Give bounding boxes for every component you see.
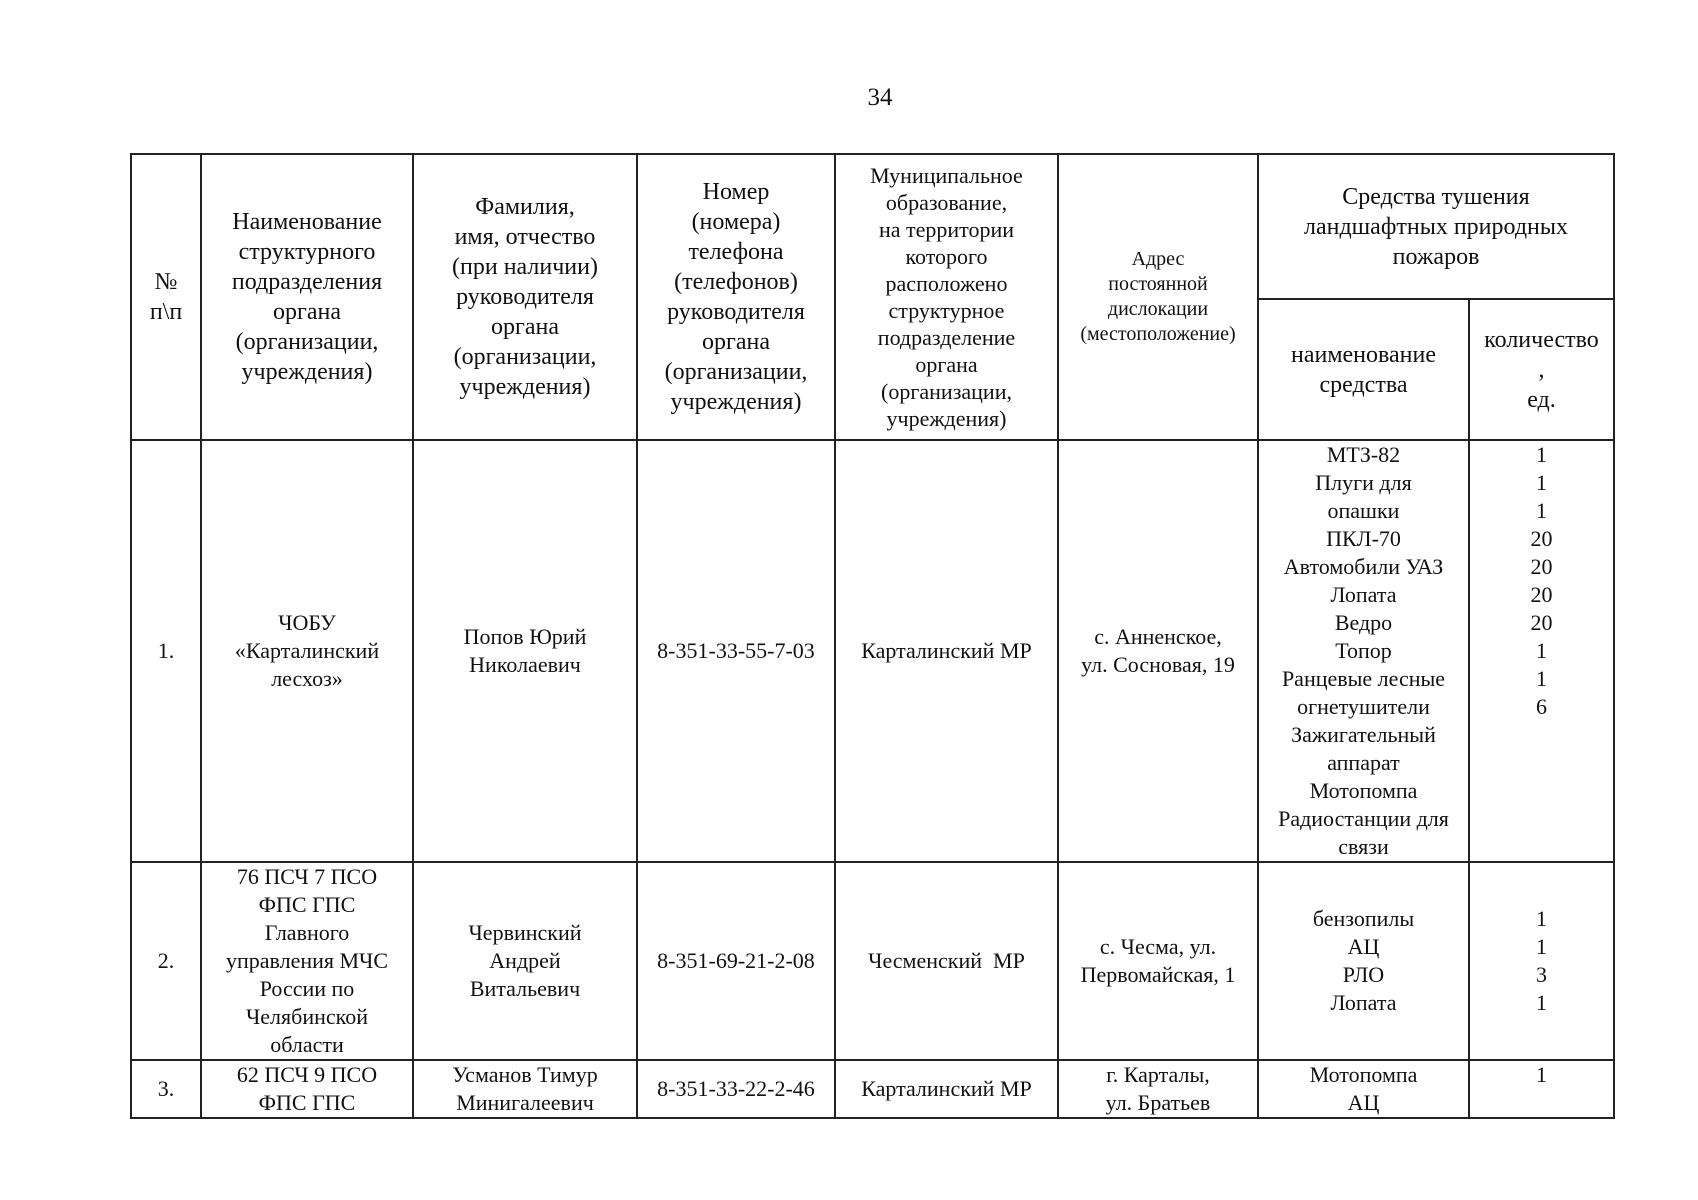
address-cell: с. Чесма, ул. Первомайская, 1 [1058,862,1258,1060]
row-number: 1. [131,440,201,862]
address-cell: г. Карталы, ул. Братьев [1058,1060,1258,1118]
municipality-cell: Карталинский МР [835,1060,1058,1118]
header-unit-name: Наименование структурного подразделения органа (организации, учреждения) [201,154,413,440]
qty-list-cell: 1 [1469,1060,1614,1118]
means-list-cell: МТЗ-82 Плуги для опашки ПКЛ-70 Автомобили УАЗ Лопата Ведро Топор Ранцевые лесные огнетушители Зажигательный аппарат Мотопомпа Радиостанции для связи [1258,440,1469,862]
unit-name-cell: 62 ПСЧ 9 ПСО ФПС ГПС [201,1060,413,1118]
row-number: 3. [131,1060,201,1118]
header-number: № п\п [131,154,201,440]
unit-name-cell: ЧОБУ «Карталинский лесхоз» [201,440,413,862]
qty-list-cell: 1 1 1 20 20 20 20 1 1 6 [1469,440,1614,862]
header-means-name: наименование средства [1258,299,1469,440]
header-address: Адрес постоянной дислокации (местоположение) [1058,154,1258,440]
head-name-cell: Попов Юрий Николаевич [413,440,637,862]
head-name-cell: Усманов Тимур Минигалеевич [413,1060,637,1118]
address-cell: с. Анненское, ул. Сосновая, 19 [1058,440,1258,862]
head-name-cell: Червинский Андрей Витальевич [413,862,637,1060]
header-municipality: Муниципальное образование, на территории которого расположено структурное подразделение органа (организации, учреждения) [835,154,1058,440]
row-number: 2. [131,862,201,1060]
unit-name-cell: 76 ПСЧ 7 ПСО ФПС ГПС Главного управления МЧС России по Челябинской области [201,862,413,1060]
header-row-1 [131,154,1614,299]
means-list-cell: Мотопомпа АЦ [1258,1060,1469,1118]
table-row [131,440,1614,862]
header-head-name: Фамилия, имя, отчество (при наличии) руководителя органа (организации, учреждения) [413,154,637,440]
means-list-cell: бензопилы АЦ РЛО Лопата [1258,862,1469,1060]
table-row [131,1060,1614,1118]
header-means-group: Средства тушения ландшафтных природных пожаров [1258,154,1614,299]
phone-cell: 8-351-69-21-2-08 [637,862,835,1060]
municipality-cell: Карталинский МР [835,440,1058,862]
page-number: 34 [867,84,893,111]
municipality-cell: Чесменский МР [835,862,1058,1060]
phone-cell: 8-351-33-22-2-46 [637,1060,835,1118]
header-phone: Номер (номера) телефона (телефонов) руководителя органа (организации, учреждения) [637,154,835,440]
table-row [131,862,1614,1060]
qty-list-cell: 1 1 3 1 [1469,862,1614,1060]
phone-cell: 8-351-33-55-7-03 [637,440,835,862]
header-means-qty: количество , ед. [1469,299,1614,440]
fire-resources-table [130,153,1615,1119]
